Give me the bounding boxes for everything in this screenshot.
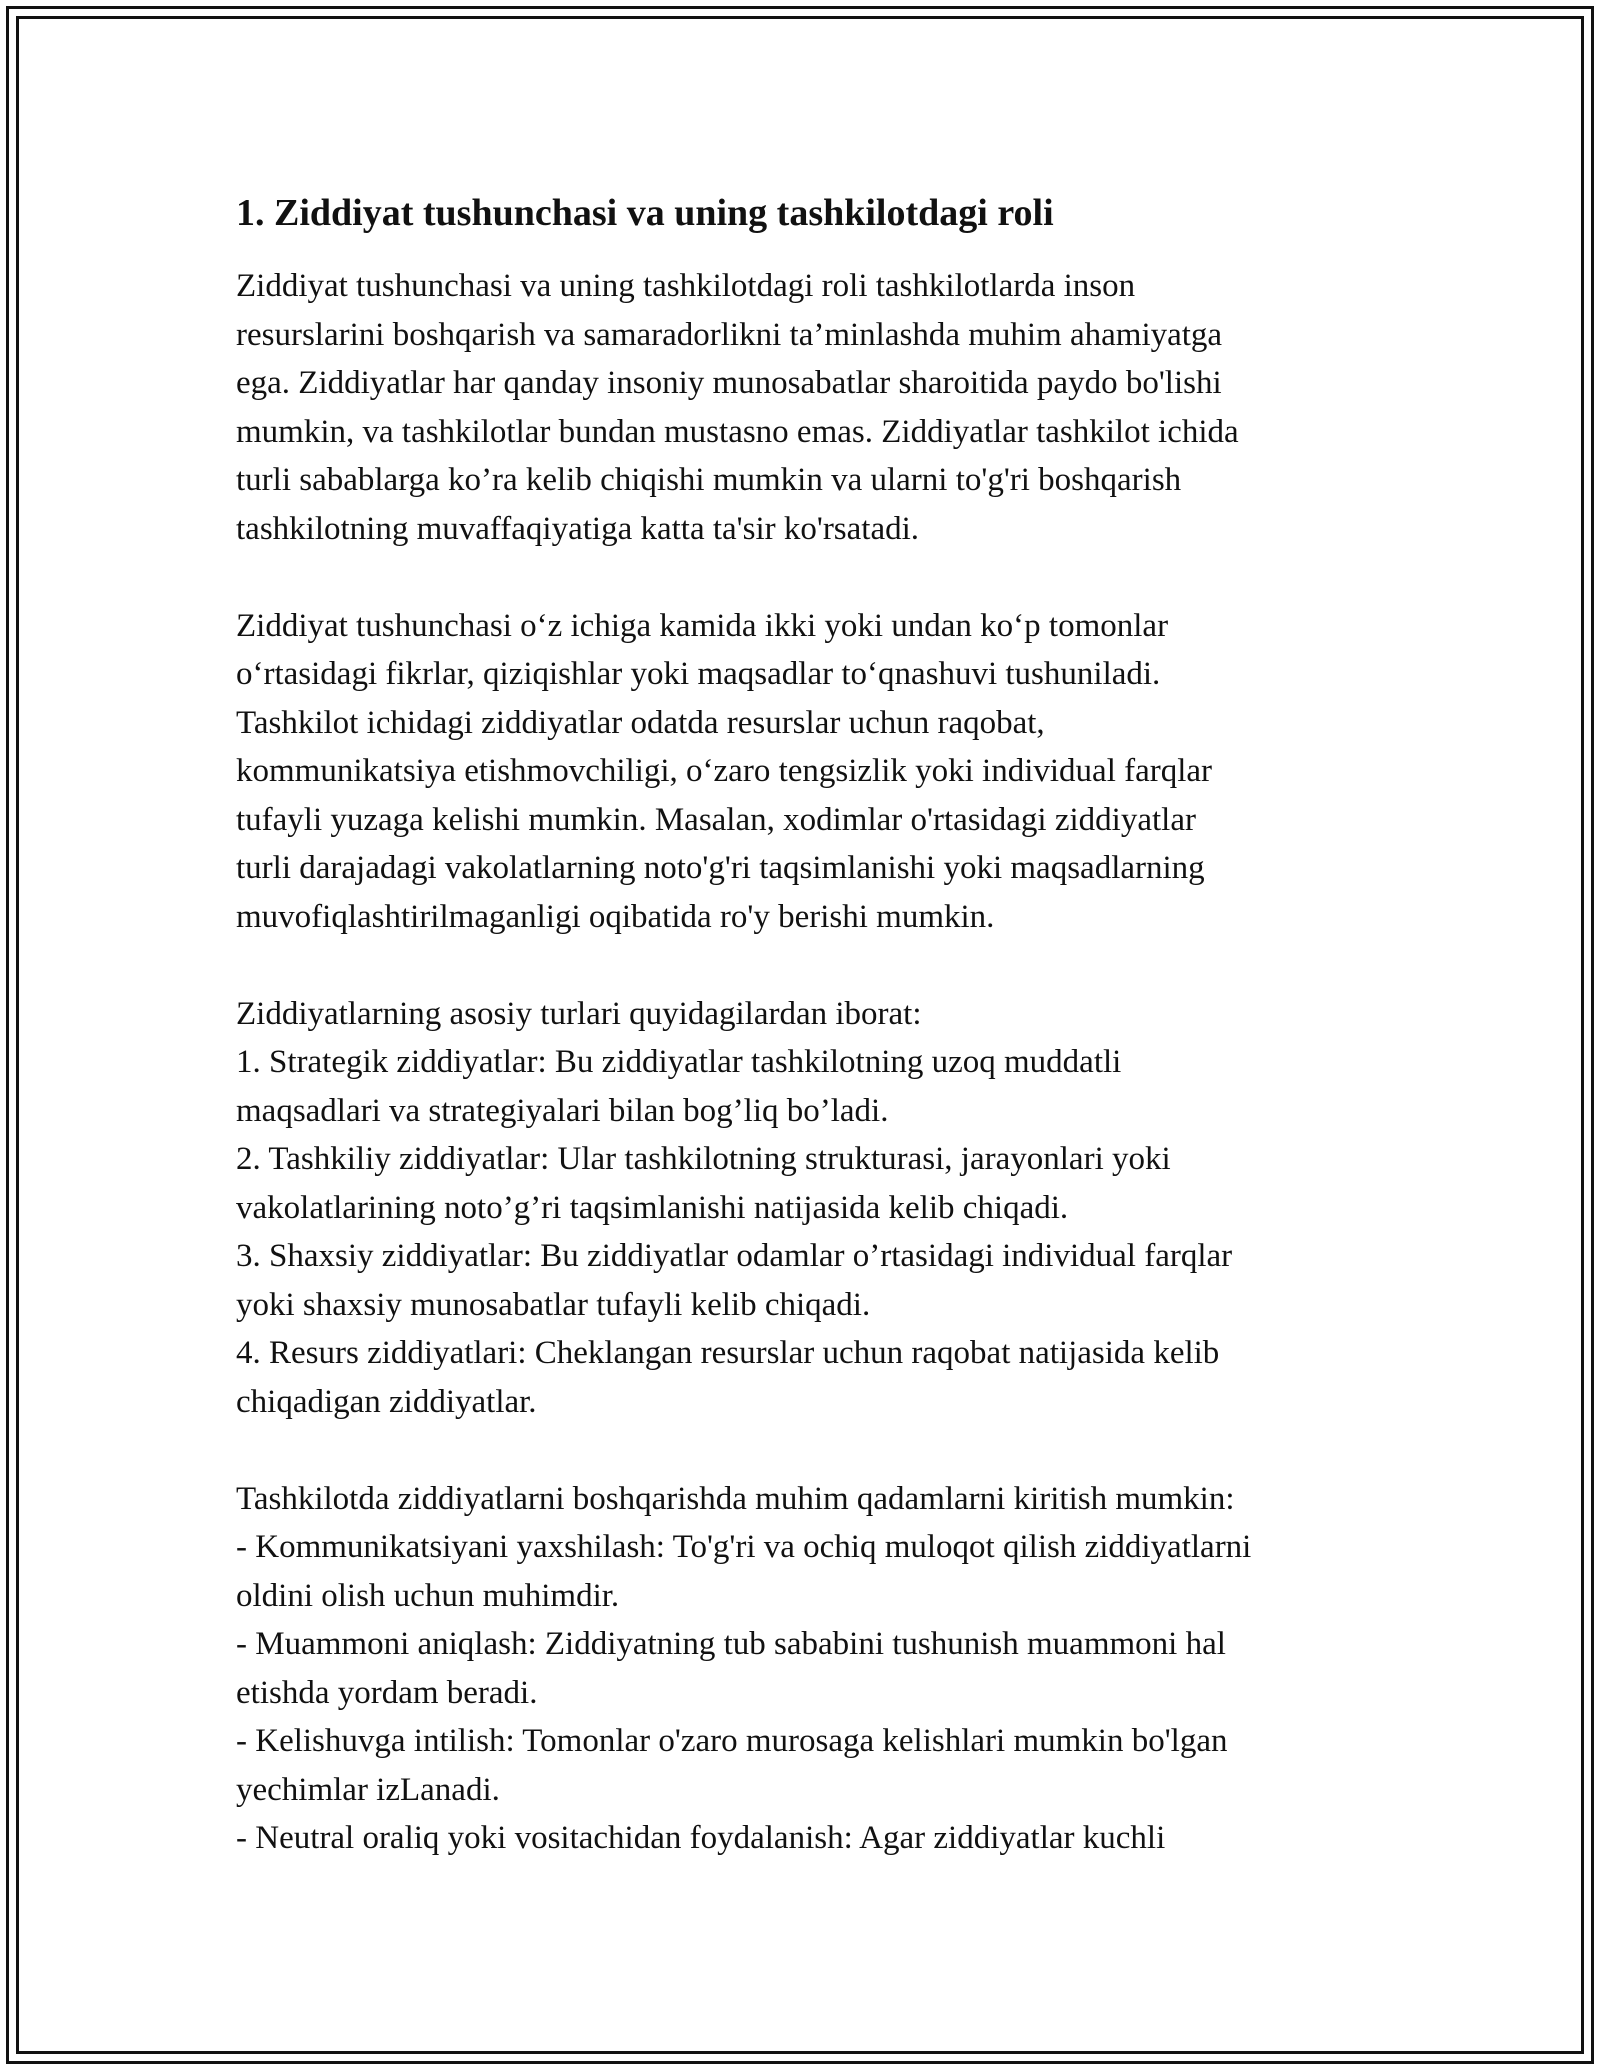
section-title: 1. Ziddiyat tushunchasi va uning tashkilotdagi roli bbox=[236, 192, 1054, 234]
text-line: Ziddiyatlarning asosiy turlari quyidagilardan iborat: bbox=[236, 995, 922, 1032]
paragraph bbox=[236, 262, 1396, 553]
text-line: vakolatlarining noto’g’ri taqsimlanishi natijasida kelib chiqadi. bbox=[236, 1189, 1069, 1226]
text-line: tufayli yuzaga kelishi mumkin. Masalan, xodimlar o'rtasidagi ziddiyatlar bbox=[236, 801, 1196, 838]
text-line: resurslarini boshqarish va samaradorlikni ta’minlashda muhim ahamiyatga bbox=[236, 316, 1223, 353]
text-line: Ziddiyat tushunchasi o‘z ichiga kamida ikki yoki undan ko‘p tomonlar bbox=[236, 607, 1169, 644]
text-line: 4. Resurs ziddiyatlari: Cheklangan resurslar uchun raqobat natijasida kelib bbox=[236, 1335, 1220, 1371]
text-line: 1. Strategik ziddiyatlar: Bu ziddiyatlar tashkilotning uzoq muddatli bbox=[236, 1044, 1122, 1080]
text-line: 3. Shaxsiy ziddiyatlar: Bu ziddiyatlar odamlar o’rtasidagi individual farqlar bbox=[236, 1238, 1233, 1274]
text-line: tashkilotning muvaffaqiyatiga katta ta'sir ko'rsatadi. bbox=[236, 510, 920, 547]
text-line: 2. Tashkiliy ziddiyatlar: Ular tashkilotning strukturasi, jarayonlari yoki bbox=[236, 1141, 1171, 1177]
text-line: oldini olish uchun muhimdir. bbox=[236, 1577, 620, 1614]
text-line: o‘rtasidagi fikrlar, qiziqishlar yoki maqsadlar to‘qnashuvi tushuniladi. bbox=[236, 656, 1161, 692]
text-line: ega. Ziddiyatlar har qanday insoniy munosabatlar sharoitida paydo bo'lishi bbox=[236, 365, 1222, 401]
text-line: kommunikatsiya etishmovchiligi, o‘zaro tengsizlik yoki individual farqlar bbox=[236, 753, 1213, 789]
text-line: yoki shaxsiy munosabatlar tufayli kelib chiqadi. bbox=[236, 1286, 871, 1323]
text-line: - Kommunikatsiyani yaxshilash: To'g'ri va ochiq muloqot qilish ziddiyatlarni bbox=[236, 1529, 1252, 1565]
text-line: turli darajadagi vakolatlarning noto'g'ri taqsimlanishi yoki maqsadlarning bbox=[236, 850, 1205, 886]
text-line: yechimlar izLanadi. bbox=[236, 1771, 500, 1808]
paragraph bbox=[236, 990, 1396, 1427]
text-line: maqsadlari va strategiyalari bilan bog’liq bo’ladi. bbox=[236, 1092, 889, 1129]
text-line: etishda yordam beradi. bbox=[236, 1674, 538, 1711]
text-line: Ziddiyat tushunchasi va uning tashkilotdagi roli tashkilotlarda inson bbox=[236, 268, 1136, 304]
paragraph bbox=[236, 1475, 1396, 1863]
text-line: chiqadigan ziddiyatlar. bbox=[236, 1383, 537, 1420]
document-body bbox=[236, 188, 1396, 1911]
text-line: - Muammoni aniqlash: Ziddiyatning tub sababini tushunish muammoni hal bbox=[236, 1626, 1226, 1662]
text-line: mumkin, va tashkilotlar bundan mustasno emas. Ziddiyatlar tashkilot ichida bbox=[236, 413, 1239, 450]
text-line: - Kelishuvga intilish: Tomonlar o'zaro murosaga kelishlari mumkin bo'lgan bbox=[236, 1723, 1228, 1759]
paragraph-list bbox=[236, 262, 1396, 1863]
paragraph bbox=[236, 602, 1396, 942]
text-line: Tashkilotda ziddiyatlarni boshqarishda muhim qadamlarni kiritish mumkin: bbox=[236, 1480, 1235, 1517]
text-line: muvofiqlashtirilmaganligi oqibatida ro'y berishi mumkin. bbox=[236, 898, 995, 935]
text-line: turli sabablarga ko’ra kelib chiqishi mumkin va ularni to'g'ri boshqarish bbox=[236, 462, 1182, 498]
text-line: - Neutral oraliq yoki vositachidan foydalanish: Agar ziddiyatlar kuchli bbox=[236, 1820, 1166, 1856]
text-line: Tashkilot ichidagi ziddiyatlar odatda resurslar uchun raqobat, bbox=[236, 704, 1045, 741]
